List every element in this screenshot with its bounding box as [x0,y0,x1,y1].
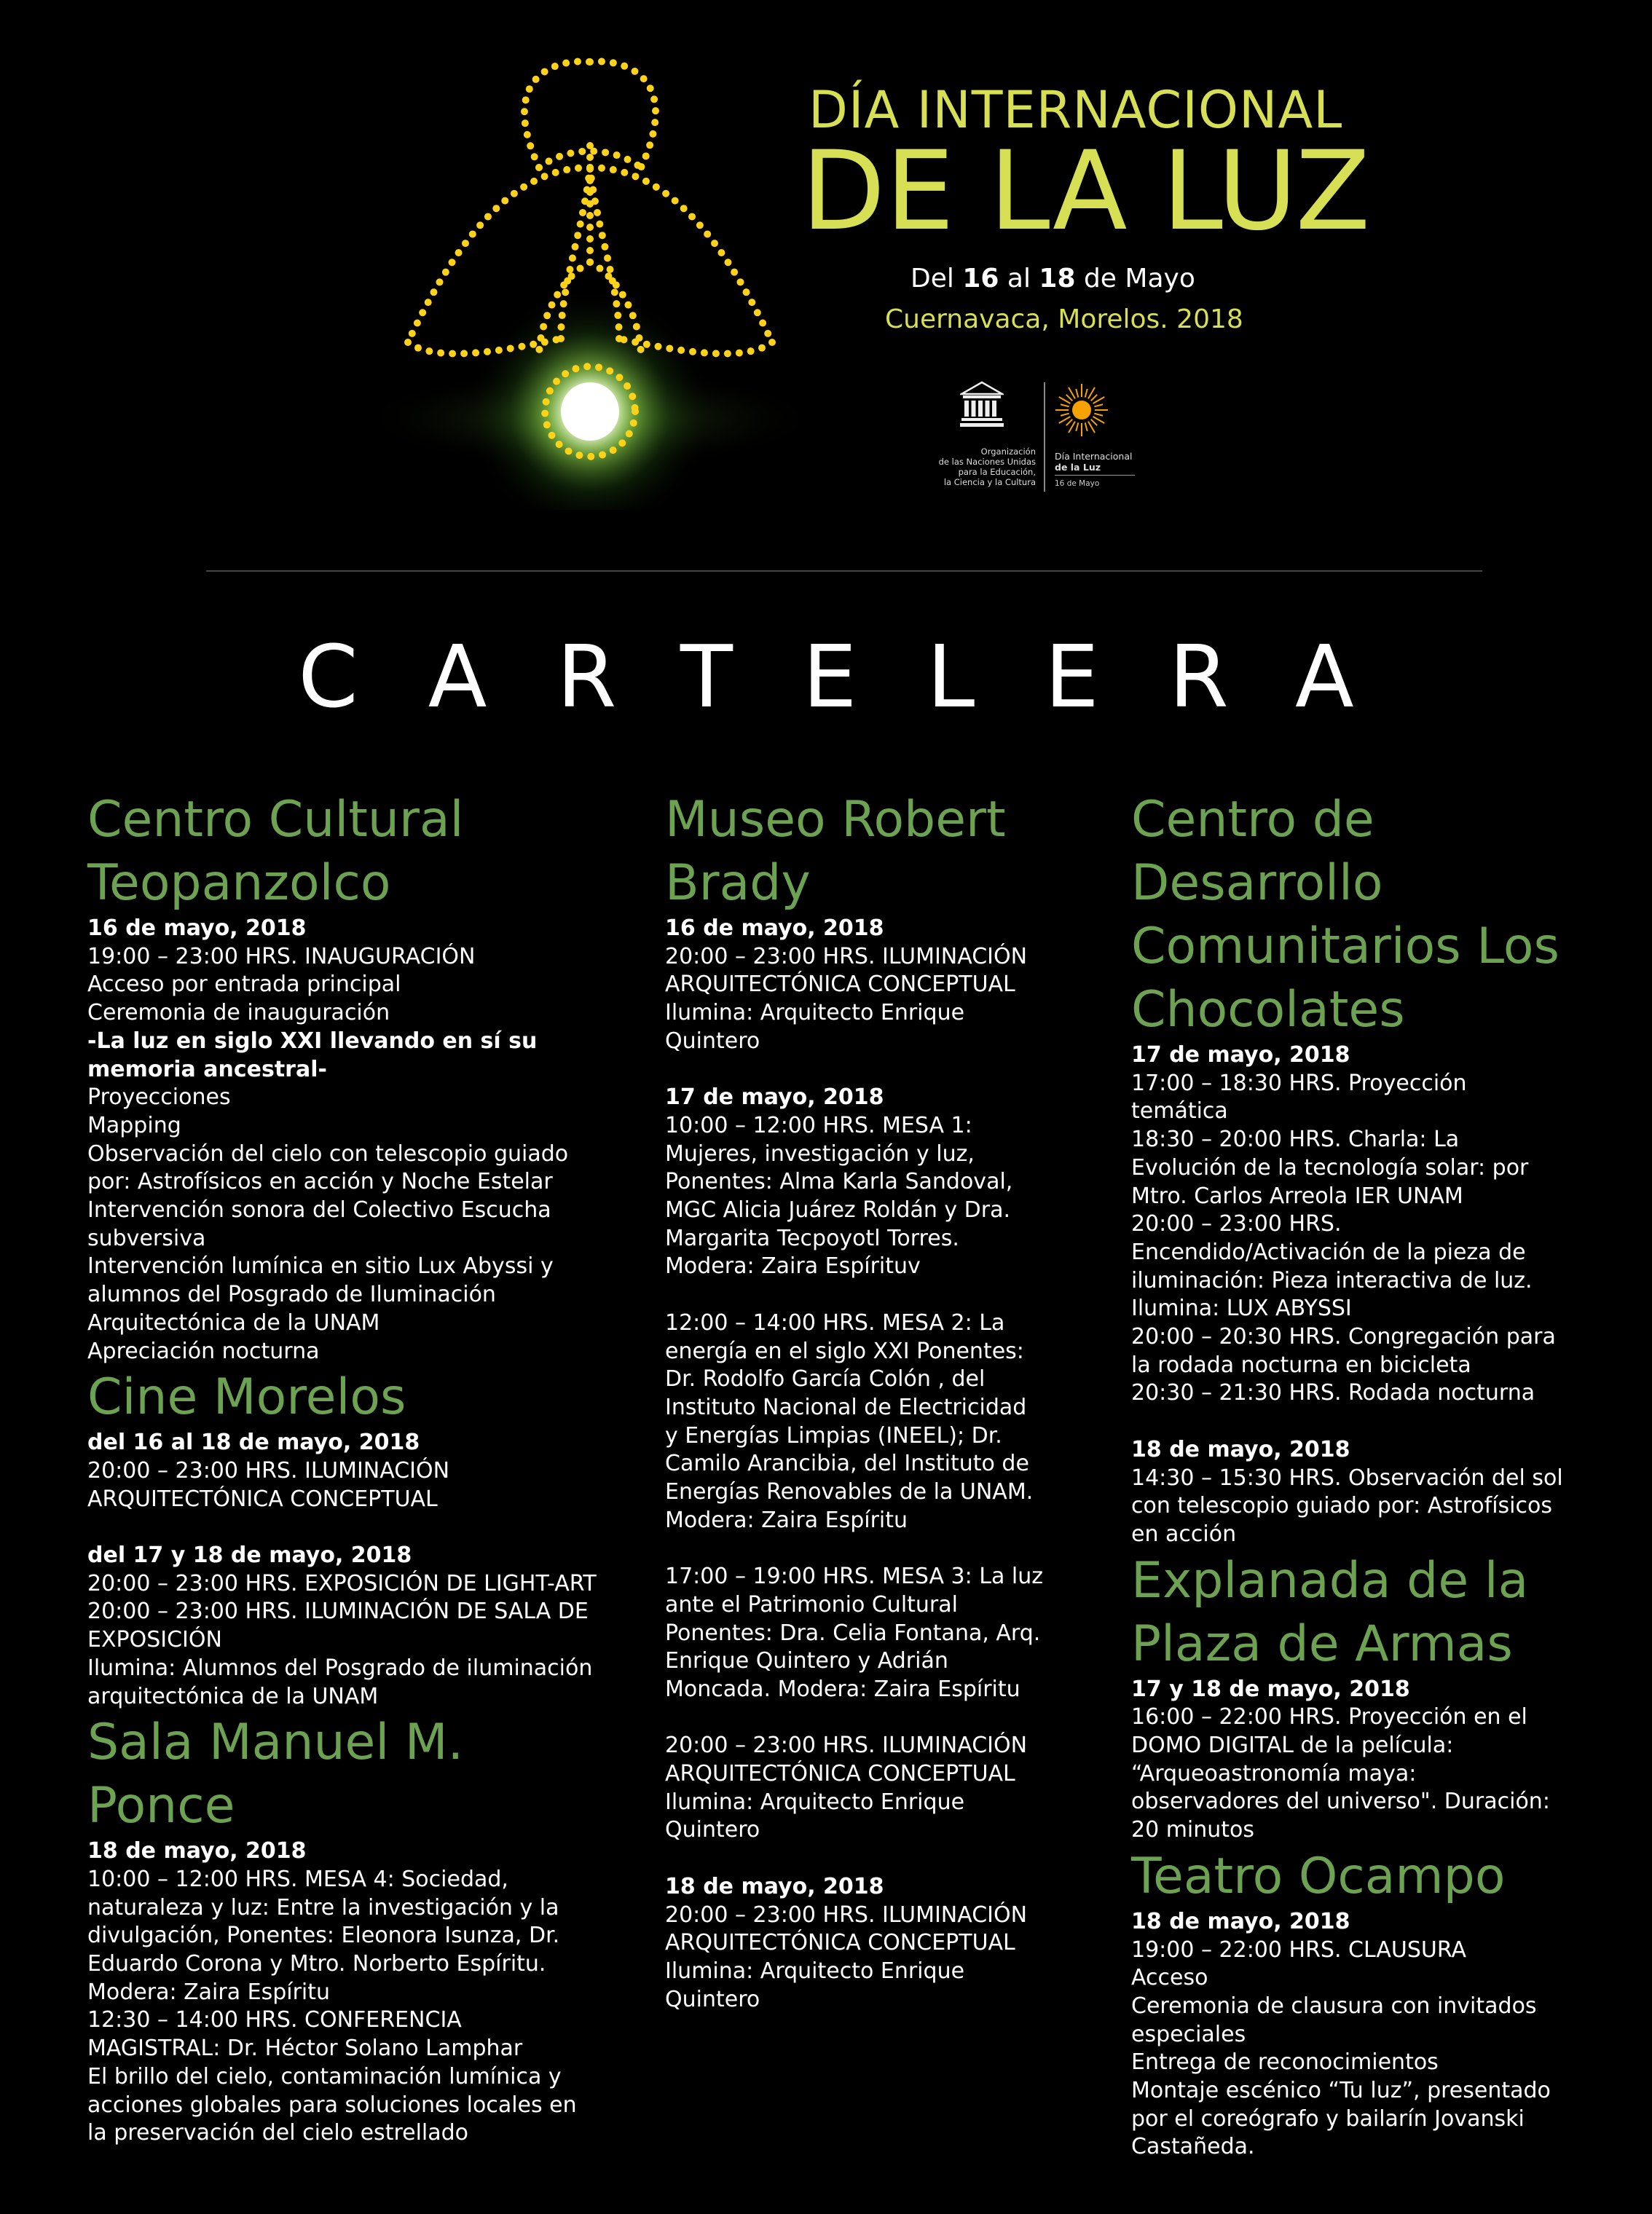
sun-ray [1076,389,1078,398]
sun-ray [1066,419,1072,425]
outline-dot [537,334,544,342]
schedule-line: 16:00 – 22:00 HRS. Proyección en el DOMO DIGITAL de la película: “Arqueoastronomía maya: observadores del universo". Duración: 20 minutos [1131,1704,1550,1843]
outline-dot [460,350,468,357]
outline-dot [540,323,547,330]
schedule-line: El brillo del cielo, contaminación lumínica y acciones globales para soluciones locales en la preservación del cielo estrellado [87,2063,577,2146]
outline-dot [535,346,543,353]
schedule-date: 16 de mayo, 2018 [87,915,307,941]
outline-dot [521,108,528,115]
schedule-line: -La luz en siglo XXI llevando en sí su memoria ancestral- [87,1028,538,1082]
outline-dot [649,130,656,138]
outline-dot [583,363,591,370]
outline-dot [526,85,533,92]
outline-dot [419,309,426,316]
outline-dot [688,213,696,220]
outline-dot [556,441,563,448]
outline-dot [563,166,570,173]
schedule-date: 18 de mayo, 2018 [87,1838,307,1864]
sun-icon [1053,381,1111,439]
outline-dot [642,178,650,185]
schedule-line: 20:30 – 21:30 HRS. Rodada nocturna [1131,1380,1535,1406]
outline-dot [621,63,628,70]
outline-dot [553,378,560,385]
sun-ray [1094,414,1103,416]
outline-dot [566,266,573,273]
outline-dot [604,254,611,261]
outline-dot [469,230,476,237]
schedule-date: 18 de mayo, 2018 [665,1873,884,1899]
outline-dot [642,152,650,159]
outline-dot [598,165,605,172]
outline-dot [611,288,618,296]
outline-dot [562,60,570,67]
outline-dot [587,453,594,460]
outline-dot [586,212,594,219]
schedule-line: 20:00 – 23:00 HRS. EXPOSICIÓN DE LIGHT-ART [87,1570,597,1596]
outline-dot [677,347,685,354]
outline-dot [409,330,416,337]
block-spacer [87,1513,597,1542]
outline-dot [586,235,594,243]
schedule-line: 10:00 – 12:00 HRS. MESA 4: Sociedad, naturaleza y luz: Entre la investigación y la divulgación, Ponentes: Eleonora Isunza, Dr. Eduardo Corona y Mtro. Norberto Espíritu. Modera: Zaira Espíritu [87,1866,560,2005]
venue-title: Cine Morelos [87,1368,406,1427]
outline-dot [613,151,621,159]
outline-dot [650,95,658,103]
firefly-logo [320,44,845,510]
outline-dot [531,153,538,160]
outline-dot [624,382,631,390]
outline-dot [430,288,437,296]
outline-dot [586,247,594,254]
light-day-label: Día Internacional de la Luz [1055,451,1133,473]
outline-dot [578,148,586,155]
block-spacer [665,1281,1044,1309]
outline-dot [562,370,569,377]
outline-dot [577,221,584,228]
outline-dot [565,447,573,454]
outline-dot [586,58,594,66]
schedule-line: 17:00 – 18:30 HRS. Proyección temática [1131,1070,1467,1124]
outline-dot [543,398,550,406]
sun-ray [1061,404,1069,406]
outline-dot [575,165,582,172]
outline-dot [579,209,586,216]
outline-dot [754,309,761,316]
outline-dot [586,189,594,196]
outline-dot [559,312,566,319]
event-city: Cuernavaca, Morelos. 2018 [885,304,1243,334]
outline-dot [764,330,771,337]
outline-dot [724,259,731,266]
header-separator [206,570,1482,572]
outline-dot [425,347,433,355]
schedule-date: 18 de mayo, 2018 [1131,1908,1350,1934]
block-spacer [1131,1408,1568,1436]
firefly-light [561,382,619,441]
outline-dot [527,142,534,149]
outline-dot [535,164,543,171]
outline-dot [717,249,725,256]
outline-dot [437,350,444,357]
unesco-organization-text: Organización de las Naciones Unidas para la Educación, la Ciencia y la Cultura [938,446,1036,487]
outline-dot [731,269,738,276]
outline-dot [507,344,514,352]
schedule-line: Montaje escénico “Tu luz”, presentado por el coreógrafo y bailarín Jovanski Castañeda. [1131,2078,1551,2160]
outline-dot [621,169,628,176]
outline-dot [599,232,606,239]
outline-dot [574,232,581,239]
outline-dot [747,347,755,355]
outline-dot [541,68,548,75]
outline-dot [530,341,537,348]
schedule-line: Acceso [1131,1965,1208,1991]
outline-dot [586,200,594,208]
outline-dot [615,323,623,331]
outline-dot [630,419,637,427]
outline-dot [449,350,456,357]
outline-dot [701,349,708,356]
schedule-line: 18:30 – 20:00 HRS. Charla: La Evolución de la tecnología solar: por Mtro. Carlos Arreola IER UNAM [1131,1127,1529,1209]
outline-dot [640,75,648,82]
sun-ray [1091,395,1097,401]
unesco-temple-icon [960,381,1004,432]
outline-dot [596,221,603,228]
sun-ray [1085,422,1087,431]
outline-dot [666,344,673,352]
outline-dot [624,156,632,163]
schedule-date: 16 de mayo, 2018 [665,915,884,941]
outline-dot [449,259,456,266]
light-day-date: 16 de Mayo [1055,479,1100,488]
outline-dot [572,365,579,372]
schedule-line: 14:30 – 15:30 HRS. Observación del sol con telescopio guiado por: Astrofísicos en acción [1131,1465,1563,1547]
schedule-line: 19:00 – 22:00 HRS. CLAUSURA [1131,1937,1467,1963]
outline-dot [696,221,704,229]
outline-dot [425,299,432,306]
sun-ray [1066,395,1072,401]
outline-dot [652,107,659,114]
schedule-line: Entrega de reconocimientos [1131,2049,1439,2076]
outline-dot [632,173,639,180]
outline-dot [595,363,602,371]
outline-dot [560,300,567,307]
schedule-line: 12:00 – 14:00 HRS. MESA 2: La energía en el siglo XXI Ponentes: Dr. Rodolfo García Colón , del Instituto Nacional de Electricidad y Energías Limpias (INEEL); Dr. Camilo Arancibia, del Instituto de Energías Renovables de la UNAM. Modera: Zaira Espíritu [665,1309,1034,1533]
outline-dot [569,254,576,261]
schedule-column-1 [87,788,597,2148]
outline-dot [602,149,609,156]
schedule-line: Observación del cielo con telescopio guiado por: Astrofísicos en acción y Noche Estelar [87,1141,569,1195]
outline-dot [613,281,620,288]
outline-dot [704,230,711,237]
outline-dot [586,177,594,184]
outline-dot [615,374,623,381]
outline-dot [414,344,422,352]
outline-dot [748,299,755,306]
sun-ray [1091,419,1097,425]
schedule-line: Apreciación nocturna [87,1338,320,1364]
outline-dot [636,334,643,342]
outline-dot [567,149,574,157]
outline-dot [501,197,508,205]
outline-dot [548,432,556,439]
outline-dot [476,221,484,229]
schedule-line: 20:00 – 23:00 HRS. Encendido/Activación de la pieza de iluminación: Pieza interactiva de luz. Ilumina: LUX ABYSSI [1131,1211,1533,1322]
outline-dot [629,393,636,400]
outline-dot [614,312,621,319]
block-spacer [665,1535,1044,1563]
outline-dot [520,184,527,191]
unesco-divider [1044,382,1045,492]
outline-dot [472,349,479,356]
schedule-line: 20:00 – 20:30 HRS. Congregación para la rodada nocturna en bicicleta [1131,1324,1556,1378]
schedule-line: 19:00 – 23:00 HRS. INAUGURACIÓN [87,943,476,969]
schedule-line: 20:00 – 23:00 HRS. ILUMINACIÓN ARQUITECTÓNICA CONCEPTUAL [87,1457,450,1512]
outline-dot [586,259,594,266]
schedule-line: 20:00 – 23:00 HRS. ILUMINACIÓN ARQUITECTÓNICA CONCEPTUAL [665,943,1028,998]
outline-dot [442,269,449,276]
schedule-line: Ceremonia de clausura con invitados especiales [1131,1993,1537,2047]
schedule-line: Proyecciones [87,1084,231,1111]
outline-dot [629,312,637,319]
outline-dot [436,278,444,285]
outline-dot [574,58,581,65]
schedule-date: 17 de mayo, 2018 [1131,1042,1350,1068]
outline-dot [586,142,594,149]
outline-dot [484,348,491,355]
outline-dot [724,350,731,357]
cartelera-heading: CARTELERA [298,626,1424,727]
event-title-line2: DE LA LUZ [801,128,1371,255]
schedule-line: 17:00 – 19:00 HRS. MESA 3: La luz ante el Patrimonio Cultural Ponentes: Dra. Celia Fontana, Arq. Enrique Quintero y Adrián Moncada. Modera: Zaira Espíritu [665,1564,1043,1702]
outline-dot [586,154,594,161]
outline-dot [759,320,766,327]
outline-dot [643,341,650,348]
outline-dot [575,452,583,459]
outline-dot [532,76,540,83]
outline-dot [543,312,551,319]
outline-dot [545,157,552,165]
outline-dot [711,240,718,247]
outline-dot [610,59,617,66]
outline-dot [572,243,579,251]
outline-dot [586,224,594,231]
sun-ray [1094,404,1103,406]
outline-dot [632,404,639,411]
outline-dot [736,278,744,285]
outline-dot [562,288,569,296]
venue-title: Teatro Ocampo [1131,1847,1506,1905]
outline-dot [689,348,696,355]
light-day-rule [1055,475,1135,476]
outline-dot [653,184,660,191]
outline-dot [541,173,548,180]
outline-dot [712,350,720,357]
outline-dot [524,131,531,138]
outline-dot [462,240,469,247]
schedule-date: 18 de mayo, 2018 [1131,1436,1350,1462]
outline-dot [557,335,565,342]
venue-title: Sala Manuel M. Ponce [87,1714,464,1835]
outline-dot [601,243,608,251]
outline-dot [615,335,623,342]
outline-dot [598,58,605,65]
schedule-line: Intervención sonora del Colectivo Escucha subversiva [87,1197,551,1251]
outline-dot [610,446,617,454]
outline-dot [607,266,614,273]
outline-dot [484,213,492,220]
outline-dot [631,68,638,75]
unesco-logo [925,375,1144,499]
outline-dot [647,84,654,92]
outline-dot [743,288,750,296]
outline-dot [594,209,601,216]
venue-title: Centro Cultural Teopanzolco [87,791,464,912]
outline-dot [552,169,559,176]
schedule-line: 20:00 – 23:00 HRS. ILUMINACIÓN ARQUITECTÓNICA CONCEPTUAL [665,1733,1028,1787]
venue-title: Centro de Desarrollo Comunitarios Los Chocolates [1131,791,1559,1039]
schedule-line: Ilumina: Arquitecto Enrique Quintero [665,1789,965,1843]
outline-dot [599,451,606,458]
outline-dot [556,153,563,160]
outline-dot [518,343,525,350]
outline-dot [618,439,626,446]
schedule-line: 12:30 – 14:00 HRS. CONFERENCIA MAGISTRAL: Dr. Héctor Solano Lamphar [87,2007,523,2062]
schedule-date: del 16 al 18 de mayo, 2018 [87,1430,420,1456]
event-title-line1: DÍA INTERNACIONAL [809,80,1343,140]
outline-dot [680,205,688,212]
schedule-line: 10:00 – 12:00 HRS. MESA 1: Mujeres, investigación y luz, Ponentes: Alma Karla Sandoval, MGC Alicia Juárez Roldán y Dra. Margarita Tecpoyotl Torres. Modera: Zaira Espírituv [665,1112,1013,1280]
block-spacer [665,1056,1044,1084]
outline-dot [522,96,530,103]
outline-dot [543,421,551,428]
schedule-date: 17 de mayo, 2018 [665,1084,884,1111]
event-dates: Del 16 al 18 de Mayo [910,264,1195,294]
outline-dot [577,265,584,272]
outline-dot [546,387,554,395]
outline-dot [672,197,679,205]
block-spacer [665,1704,1044,1733]
outline-dot [633,323,640,330]
venue-title: Explanada de la Plaza de Armas [1131,1551,1529,1673]
outline-dot [624,302,632,309]
outline-dot [637,346,645,353]
outline-dot [530,178,538,185]
schedule-line: Ilumina: Alumnos del Posgrado de iluminación arquitectónica de la UNAM [87,1655,593,1709]
outline-dot [554,291,561,299]
outline-dot [495,347,503,354]
sun-ray [1076,422,1078,431]
schedule-column-3 [1131,788,1568,2162]
outline-dot [541,410,548,417]
outline-dot [414,320,421,327]
outline-dot [492,205,500,212]
sun-ray [1085,389,1087,398]
outline-dot [548,302,556,309]
block-spacer [665,1845,1044,1873]
outline-dot [768,339,776,346]
outline-dot [736,350,743,357]
schedule-line: Ilumina: Arquitecto Enrique Quintero [665,1000,965,1054]
outline-dot [511,190,518,197]
schedule-line: Acceso por entrada principal [87,972,401,998]
schedule-column-2 [665,788,1044,2014]
outline-dot [551,63,559,70]
outline-dot [613,300,620,307]
schedule-line: 20:00 – 23:00 HRS. ILUMINACIÓN ARQUITECTÓNICA CONCEPTUAL [665,1902,1028,1956]
outline-dot [606,367,613,374]
outline-dot [610,166,617,173]
outline-dot [662,190,669,197]
outline-dot [605,272,612,280]
outline-dot [568,272,575,280]
outline-dot [634,162,641,169]
outline-dot [655,343,662,350]
outline-dot [586,165,594,173]
outline-dot [626,430,633,438]
outline-dot [404,339,412,346]
outline-dot [758,344,766,352]
outline-dot [560,281,567,288]
outline-dot [646,141,653,149]
schedule-line: Intervención lumínica en sitio Lux Abyssi y alumnos del Posgrado de Iluminación Arquitectónica de la UNAM [87,1253,554,1336]
outline-dot [557,323,565,331]
schedule-date: del 17 y 18 de mayo, 2018 [87,1543,412,1569]
schedule-date: 17 y 18 de mayo, 2018 [1131,1676,1410,1702]
outline-dot [596,265,603,272]
schedule-line: Ilumina: Arquitecto Enrique Quintero [665,1958,965,2012]
schedule-line: Ceremonia de inauguración [87,1000,390,1026]
outline-dot [651,119,658,126]
schedule-line: Mapping [87,1112,181,1138]
schedule-line: 20:00 – 23:00 HRS. ILUMINACIÓN DE SALA DE EXPOSICIÓN [87,1599,589,1653]
venue-title: Museo Robert Brady [665,791,1006,912]
outline-dot [522,119,529,127]
outline-dot [619,291,626,299]
outline-dot [455,249,463,256]
sun-ray [1061,414,1069,416]
